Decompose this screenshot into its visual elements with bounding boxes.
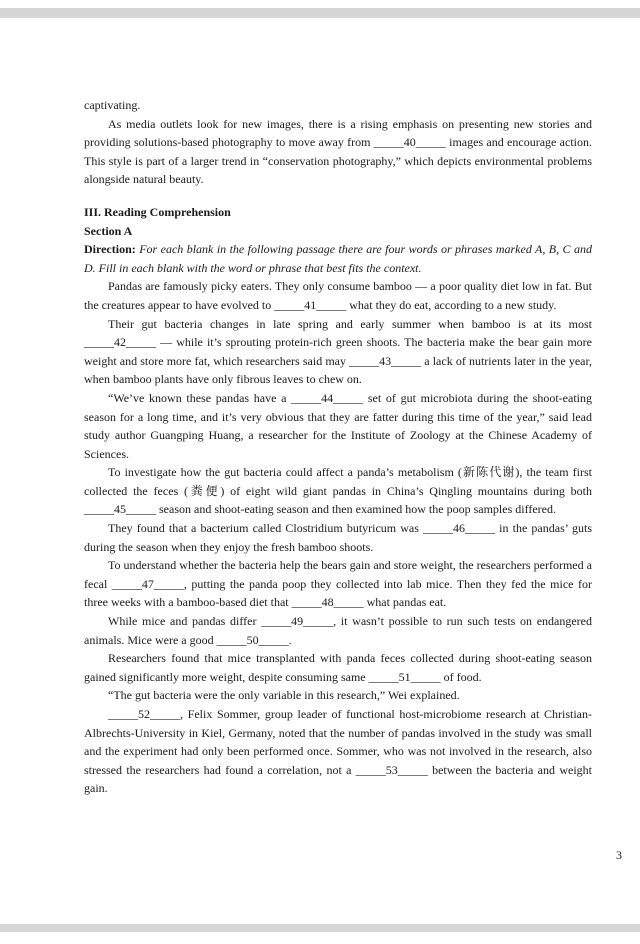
paragraph-researchers-found: Researchers found that mice transplanted with panda feces collected during shoot-eating season gained significantly more weight, despite consuming same _____51_____ of food.	[84, 651, 592, 684]
spacer	[84, 189, 592, 203]
paragraph-conservation-photography: As media outlets look for new images, there is a rising emphasis on presenting new stories and providing solutions-based photography to move away from _____40_____ images and encourage action. This style is part of a larger trend in “conservation photography,” which depicts environmental problems alongside natural beauty.	[84, 116, 592, 187]
paragraph-wei-quote: “The gut bacteria were the only variable in this research,” Wei explained.	[108, 688, 460, 703]
paragraph-gut-bacteria: Their gut bacteria changes in late spring and early summer when bamboo is at its most _____42_____ — while it’s sprouting protein-rich green shoots. The bacteria make the bear gain more weight and store more fat, which researchers said may _____43_____ a lack of nutrients later in the year, when bamboo plants have only fibrous leaves to chew on.	[84, 316, 592, 387]
paragraph-pandas-picky: Pandas are famously picky eaters. They only consume bamboo — a poor quality diet low in fat. But the creatures appear to have evolved to _____41_____ what they do eat, according to a new study.	[84, 279, 592, 312]
paragraph-investigate: To investigate how the gut bacteria could affect a panda’s metabolism (新陈代谢), the team first collected the feces (粪便) of eight wild giant pandas in China’s Qingling mountains during both _____45_____ season and shoot-eating season and then examined how the poop samples differed.	[84, 465, 592, 517]
direction-paragraph	[84, 240, 592, 277]
section-heading: III. Reading Comprehension	[84, 204, 231, 219]
paragraph-sommer: _____52_____, Felix Sommer, group leader of functional host-microbiome research at Christian-Albrechts-University in Kiel, Germany, noted that the number of pandas involved in the study was small and the experiment had only been performed once. Sommer, who was not involved in the research, also stressed the researchers had found a correlation, not a _____53_____ between the bacteria and weight gain.	[84, 707, 592, 796]
scan-bottom-border	[0, 924, 640, 932]
paragraph-clostridium: They found that a bacterium called Clostridium butyricum was _____46_____ in the pandas’ guts during the season when they enjoy the fresh bamboo shoots.	[84, 521, 592, 554]
subsection-heading: Section A	[84, 223, 133, 238]
page-number: 3	[616, 848, 622, 862]
paragraph-continuation: captivating.	[84, 98, 141, 112]
direction-label: Direction:	[84, 242, 136, 257]
direction-text: For each blank in the following passage there are four words or phrases marked A, B, C and D. Fill in each blank with the word or phrase that best fits the context.	[84, 242, 592, 275]
document-page	[84, 96, 592, 798]
paragraph-quote-huang: “We’ve known these pandas have a _____44_____ set of gut microbiota during the shoot-eating season for a long time, and it’s very obvious that they are fatter during this time of the year,” said lead study author Guangping Huang, a researcher for the Institute of Zoology at the Chinese Academy of Sciences.	[84, 390, 592, 461]
paragraph-fecal-transplant: To understand whether the bacteria help the bears gain and store weight, the researchers performed a fecal _____47_____, putting the panda poop they collected into lab mice. Then they fed the mice for three weeks with a bamboo-based diet that _____48_____ what pandas eat.	[84, 558, 592, 610]
paragraph-mice-differ: While mice and pandas differ _____49_____, it wasn’t possible to run such tests on endangered animals. Mice were a good _____50_____.	[84, 614, 592, 647]
scan-top-border	[0, 8, 640, 18]
